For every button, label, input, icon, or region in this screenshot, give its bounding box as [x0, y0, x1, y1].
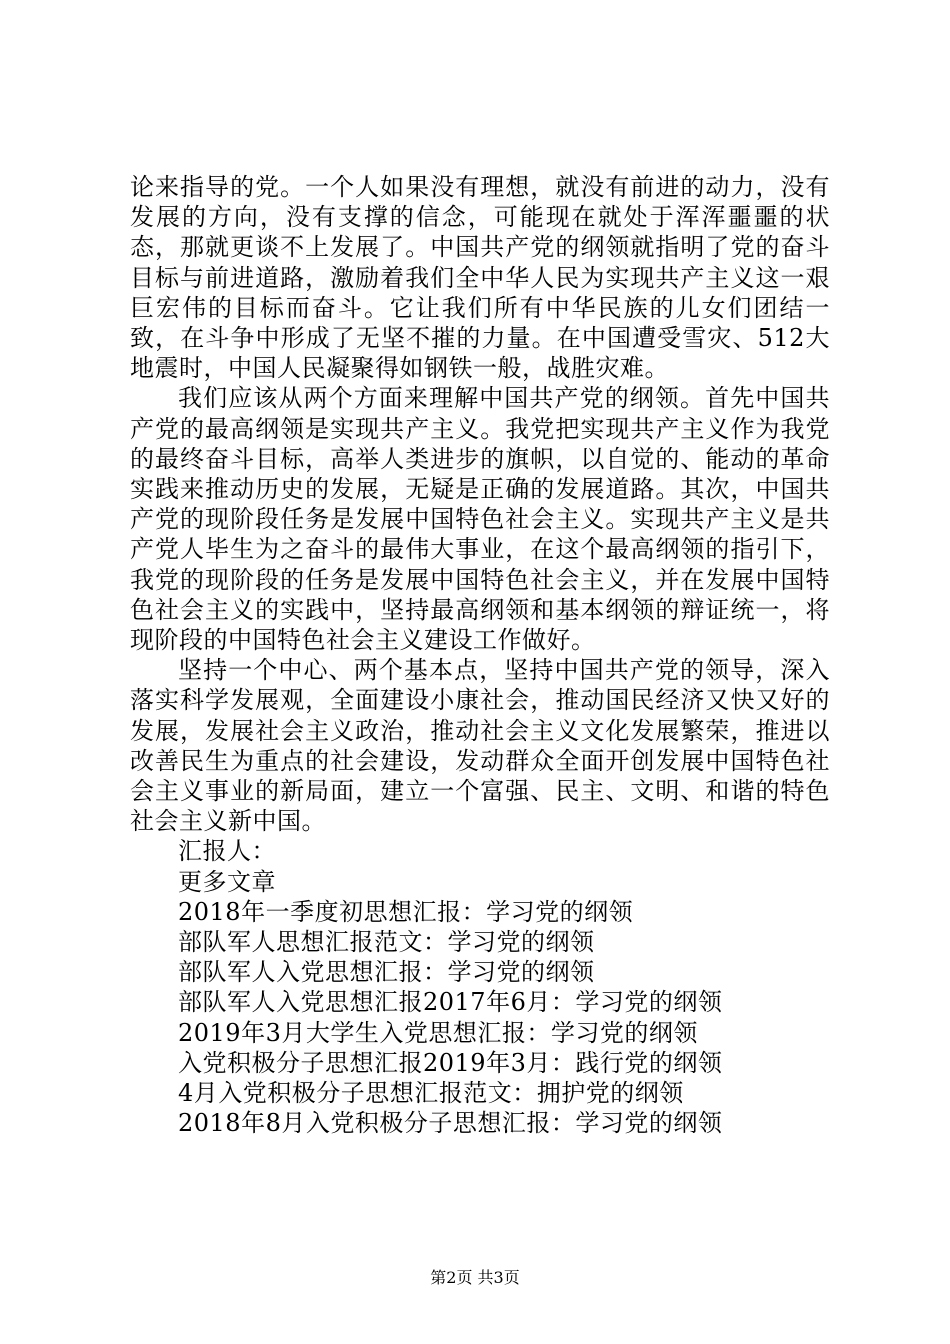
- article-link[interactable]: 部队军人入党思想汇报2017年6月：学习党的纲领: [178, 988, 723, 1017]
- article-link[interactable]: 部队军人思想汇报范文：学习党的纲领: [178, 928, 595, 957]
- more-articles-list: [130, 897, 830, 1139]
- more-articles-heading: 更多文章: [178, 867, 276, 896]
- paragraph-continued: 论来指导的党。一个人如果没有理想，就没有前进的动力，没有发展的方向，没有支撑的信念，可能现在就处于浑浑噩噩的状态，那就更谈不上发展了。中国共产党的纲领就指明了党的奋斗目标与前进道路，激励着我们全中华人民为实现共产主义这一艰巨宏伟的目标而奋斗。它让我们所有中华民族的儿女们团结一致，在斗争中形成了无坚不摧的力量。在中国遭受雪灾、512大地震时，中国人民凝聚得如钢铁一般，战胜灾难。: [130, 173, 830, 383]
- paragraph-central-task: 坚持一个中心、两个基本点，坚持中国共产党的领导，深入落实科学发展观，全面建设小康社会，推动国民经济又快又好的发展，发展社会主义政治，推动社会主义文化发展繁荣，推进以改善民生为重点的社会建设，发动群众全面开创发展中国特色社会主义事业的新局面，建立一个富强、民主、文明、和谐的特色社会主义新中国。: [130, 656, 830, 836]
- article-link[interactable]: 2018年8月入党积极分子思想汇报：学习党的纲领: [178, 1109, 723, 1138]
- article-link[interactable]: 部队军人入党思想汇报：学习党的纲领: [178, 958, 595, 987]
- article-link[interactable]: 入党积极分子思想汇报2019年3月：践行党的纲领: [178, 1048, 723, 1077]
- article-link[interactable]: 4月入党积极分子思想汇报范文：拥护党的纲领: [178, 1079, 684, 1108]
- page-indicator: 第2页 共3页: [430, 1268, 520, 1287]
- article-link[interactable]: 2018年一季度初思想汇报：学习党的纲领: [178, 897, 634, 926]
- article-link[interactable]: 2019年3月大学生入党思想汇报：学习党的纲领: [178, 1018, 698, 1047]
- document-body: [130, 172, 830, 1139]
- paragraph-program-understanding: 我们应该从两个方面来理解中国共产党的纲领。首先中国共产党的最高纲领是实现共产主义。我党把实现共产主义作为我党的最终奋斗目标，高举人类进步的旗帜，以自觉的、能动的革命实践来推动历史的发展，无疑是正确的发展道路。其次，中国共产党的现阶段任务是发展中国特色社会主义。实现共产主义是共产党人毕生为之奋斗的最伟大事业，在这个最高纲领的指引下，我党的现阶段的任务是发展中国特色社会主义，并在发展中国特色社会主义的实践中，坚持最高纲领和基本纲领的辩证统一，将现阶段的中国特色社会主义建设工作做好。: [130, 384, 830, 655]
- reporter-label: 汇报人：: [178, 837, 276, 866]
